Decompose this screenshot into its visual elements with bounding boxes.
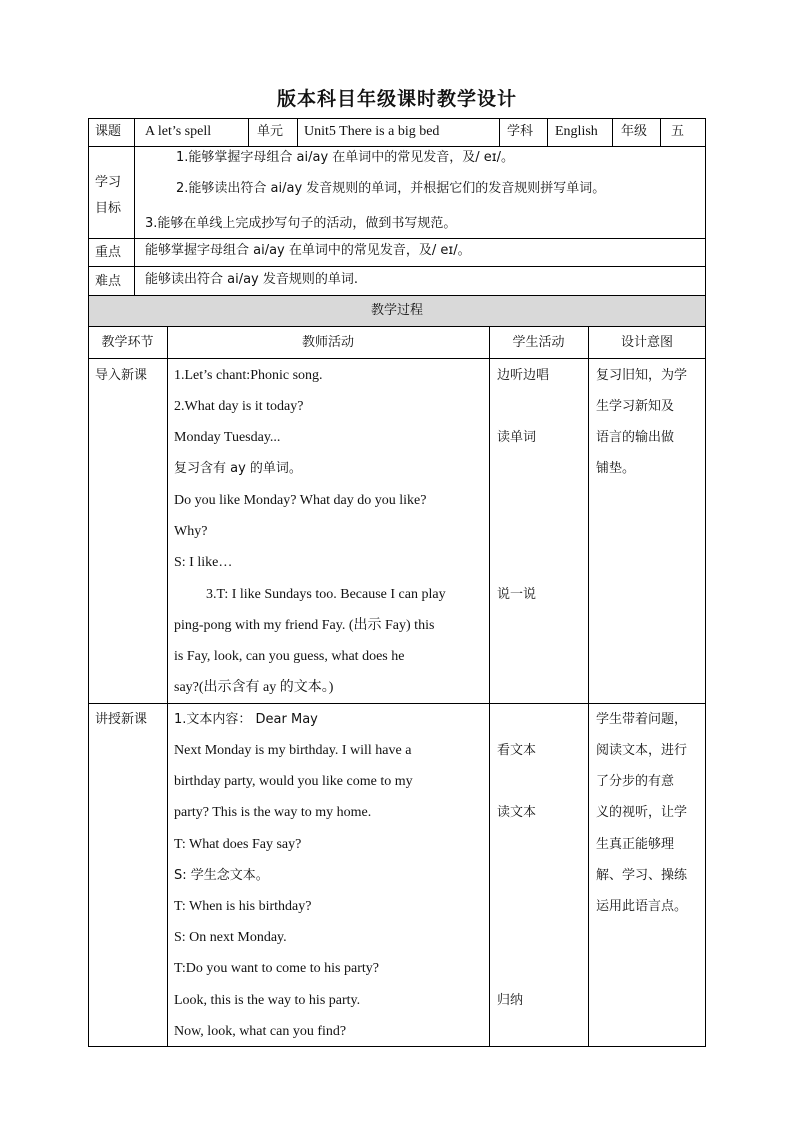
column-header-intent: 设计意图 bbox=[620, 335, 673, 350]
intent-line: 了分步的有意 bbox=[596, 774, 675, 789]
column-header-teacher: 教师活动 bbox=[301, 335, 354, 350]
teacher-line: T:Do you want to come to his party? bbox=[174, 961, 379, 976]
objective-item: 3.能够在单线上完成抄写句子的活动，做到书写规范。 bbox=[145, 216, 457, 231]
student-activity: 边听边唱 bbox=[497, 368, 550, 383]
intent-line: 语言的输出做 bbox=[596, 430, 675, 445]
process-header: 教学过程 bbox=[370, 303, 423, 318]
grade-value: 五 bbox=[671, 124, 685, 139]
student-activity: 说一说 bbox=[497, 587, 537, 602]
column-header-stage: 教学环节 bbox=[101, 335, 154, 350]
teacher-line: say?(出示含有 ay 的文本。) bbox=[174, 680, 334, 695]
intent-line: 生真正能够理 bbox=[596, 837, 675, 852]
teacher-line: Next Monday is my birthday. I will have a bbox=[174, 743, 412, 758]
intent-line: 复习旧知，为学 bbox=[596, 368, 688, 383]
teacher-line: S: On next Monday. bbox=[174, 930, 287, 945]
teacher-line: 1.文本内容： Dear May bbox=[174, 712, 318, 727]
course-value: A let’s spell bbox=[145, 124, 212, 139]
teacher-line: 2.What day is it today? bbox=[174, 399, 304, 414]
student-activity: 归纳 bbox=[497, 993, 524, 1008]
stage-new-lesson: 讲授新课 bbox=[95, 712, 148, 727]
objectives-label-line2: 目标 bbox=[95, 201, 122, 216]
intent-line: 生学习新知及 bbox=[596, 399, 675, 414]
objective-item: 2.能够读出符合 ai/ay 发音规则的单词，并根据它们的发音规则拼写单词。 bbox=[176, 181, 606, 196]
teacher-line: 1.Let’s chant:Phonic song. bbox=[174, 368, 323, 383]
column-header-student: 学生活动 bbox=[512, 335, 565, 350]
teacher-line: S: 学生念文本。 bbox=[174, 868, 269, 883]
teacher-line: S: I like… bbox=[174, 555, 233, 570]
teacher-line: Why? bbox=[174, 524, 208, 539]
teacher-line: 复习含有 ay 的单词。 bbox=[174, 461, 302, 476]
grade-label: 年级 bbox=[621, 124, 648, 139]
student-activity: 读文本 bbox=[497, 805, 537, 820]
teacher-line: T: When is his birthday? bbox=[174, 899, 312, 914]
document-title: 版本科目年级课时教学设计 bbox=[276, 88, 517, 110]
teacher-line: party? This is the way to my home. bbox=[174, 805, 372, 820]
teacher-line: Monday Tuesday... bbox=[174, 430, 281, 445]
teacher-line: T: What does Fay say? bbox=[174, 837, 302, 852]
course-label: 课题 bbox=[95, 124, 122, 139]
difficulty-label: 难点 bbox=[95, 274, 122, 289]
objective-item: 1.能够掌握字母组合 ai/ay 在单词中的常见发音，及/ eɪ/。 bbox=[176, 150, 515, 165]
unit-value: Unit5 There is a big bed bbox=[304, 124, 440, 139]
student-activity: 看文本 bbox=[497, 743, 537, 758]
stage-intro: 导入新课 bbox=[95, 368, 148, 383]
teacher-line: Look, this is the way to his party. bbox=[174, 993, 361, 1008]
key-point-text: 能够掌握字母组合 ai/ay 在单词中的常见发音，及/ eɪ/。 bbox=[145, 243, 471, 258]
subject-value: English bbox=[555, 124, 598, 139]
intent-line: 学生带着问题， bbox=[596, 712, 688, 727]
teacher-line: Do you like Monday? What day do you like? bbox=[174, 493, 427, 508]
objectives-label-line1: 学习 bbox=[95, 175, 122, 190]
teacher-line: birthday party, would you like come to my bbox=[174, 774, 413, 789]
unit-label: 单元 bbox=[257, 124, 284, 139]
difficulty-text: 能够读出符合 ai/ay 发音规则的单词. bbox=[145, 272, 359, 287]
intent-line: 解、学习、操练 bbox=[596, 868, 688, 883]
teacher-line: Now, look, what can you find? bbox=[174, 1024, 347, 1039]
intent-line: 义的视听，让学 bbox=[596, 805, 688, 820]
teacher-line: 3.T: I like Sundays too. Because I can play bbox=[206, 587, 446, 602]
intent-line: 运用此语言点。 bbox=[596, 899, 688, 914]
teacher-line: is Fay, look, can you guess, what does he bbox=[174, 649, 405, 664]
teacher-line: ping-pong with my friend Fay. (出示 Fay) this bbox=[174, 618, 435, 633]
key-point-label: 重点 bbox=[95, 245, 122, 260]
intent-line: 铺垫。 bbox=[596, 461, 636, 476]
student-activity: 读单词 bbox=[497, 430, 537, 445]
intent-line: 阅读文本，进行 bbox=[596, 743, 688, 758]
subject-label: 学科 bbox=[507, 124, 534, 139]
